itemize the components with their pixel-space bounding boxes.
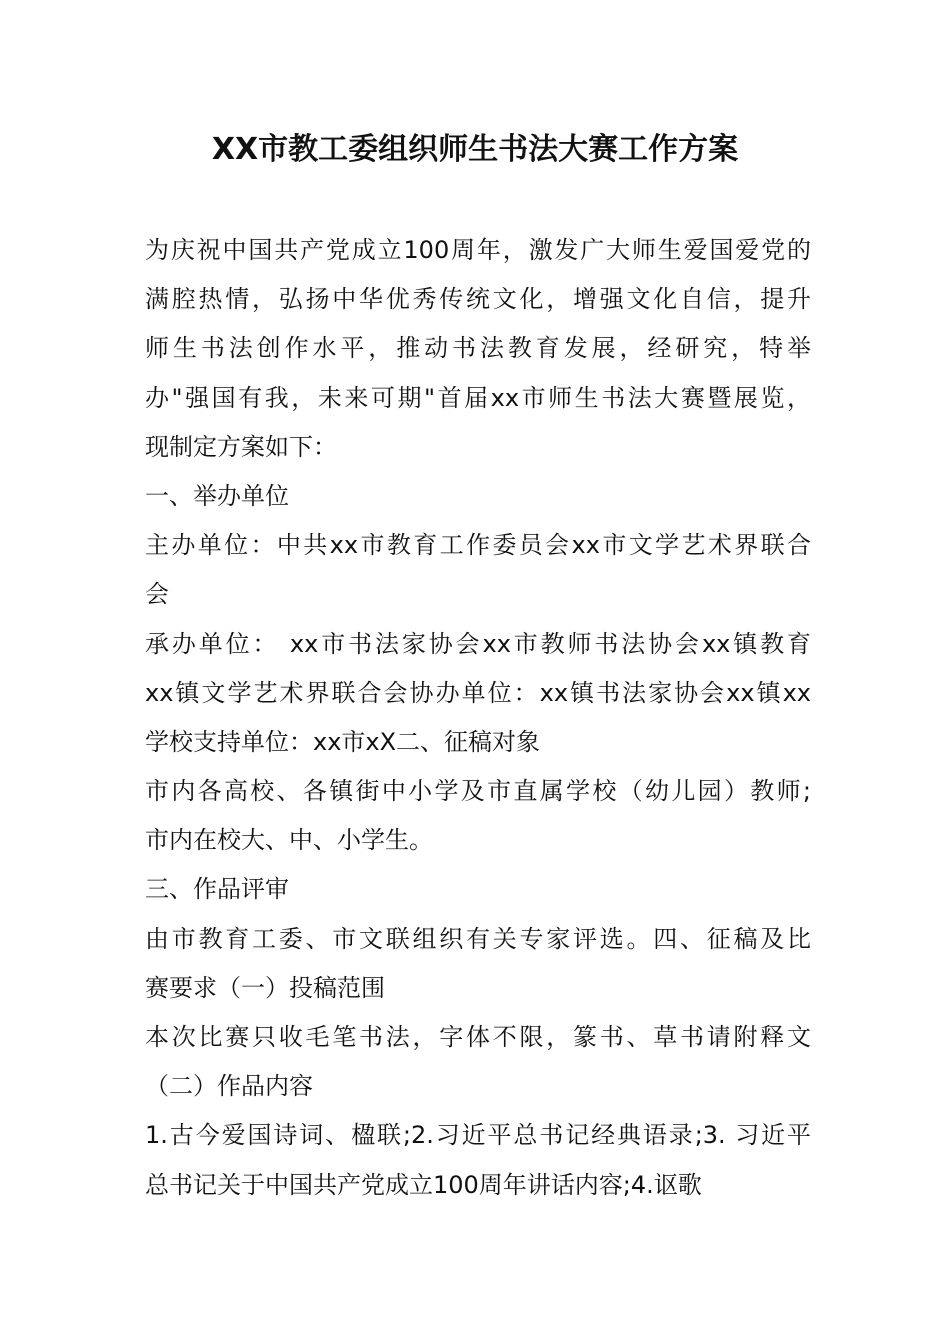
document-title: XX市教工委组织师生书法大赛工作方案	[211, 132, 739, 167]
body-line: 本次比赛只收毛笔书法，字体不限，篆书、草书请附释文	[145, 1023, 811, 1051]
body-line: 现制定方案如下：	[145, 432, 337, 461]
body-line: （二）作品内容	[145, 1072, 313, 1101]
body-line: 满腔热情，弘扬中华优秀传统文化，增强文化自信，提升	[145, 285, 811, 314]
body-line: 为庆祝中国共产党成立100周年，激发广大师生爱国爱党的	[145, 236, 811, 264]
body-line: 主办单位：中共xx市教育工作委员会xx市文学艺术界联合	[145, 531, 811, 560]
body-line: 赛要求（一）投稿范围	[145, 973, 385, 1002]
section-heading: 三、作品评审	[145, 875, 289, 904]
body-line: xx镇文学艺术界联合会协办单位：xx镇书法家协会xx镇xx	[145, 678, 811, 707]
body-line: 师生书法创作水平，推动书法教育发展，经研究，特举	[145, 334, 811, 363]
body-line: 市内在校大、中、小学生。	[145, 826, 433, 855]
document-body	[145, 226, 811, 1210]
body-line: 会	[145, 580, 169, 609]
body-line: 由市教育工委、市文联组织有关专家评选。四、征稿及比	[145, 924, 811, 953]
body-line: 1.古今爱国诗词、楹联;2.习近平总书记经典语录;3. 习近平	[145, 1121, 811, 1150]
body-line: 办"强国有我，未来可期"首届xx市师生书法大赛暨展览，	[145, 383, 811, 412]
section-heading: 一、举办单位	[145, 481, 289, 510]
body-line: 市内各高校、各镇街中小学及市直属学校（幼儿园）教师;	[145, 777, 811, 806]
body-line: 总书记关于中国共产党成立100周年讲话内容;4.讴歌	[145, 1170, 702, 1199]
body-line: 承办单位： xx市书法家协会xx市教师书法协会xx镇教育	[145, 629, 811, 658]
body-line: 学校支持单位：xx市xX二、征稿对象	[145, 727, 541, 756]
